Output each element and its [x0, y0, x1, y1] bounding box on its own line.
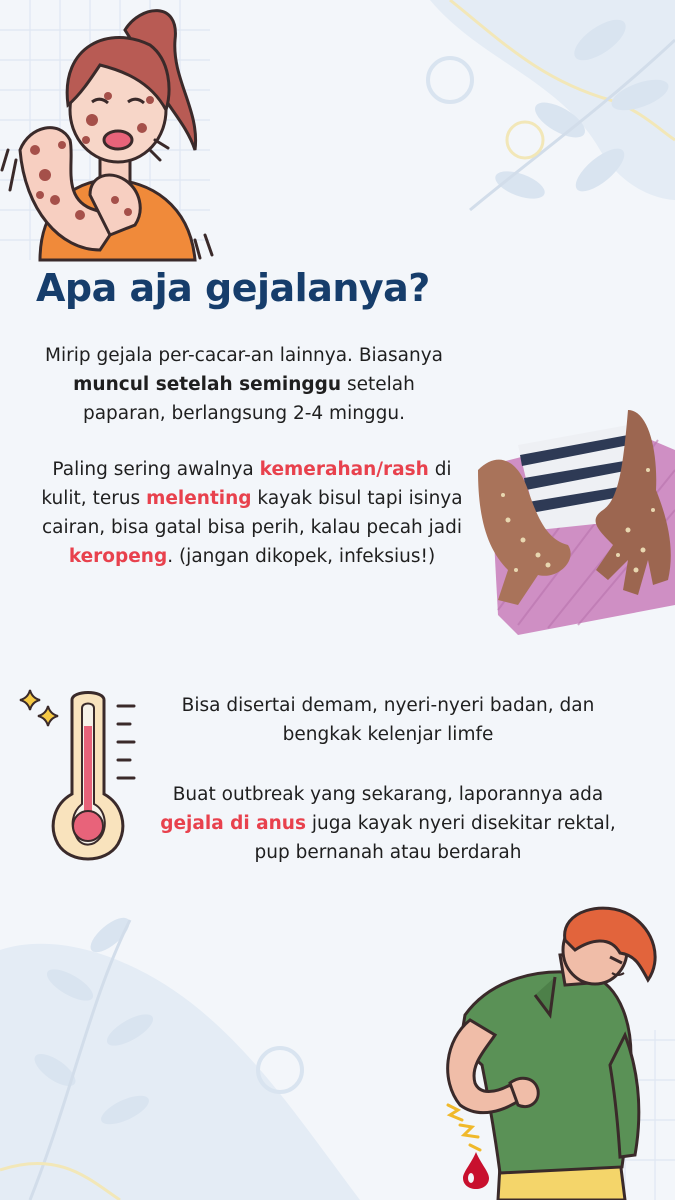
anus-highlight: gejala di anus: [160, 813, 306, 834]
thermometer-icon: [44, 686, 140, 866]
blister-highlight: melenting: [146, 488, 252, 509]
fever-text: Bisa disertai demam, nyeri-nyeri badan, dan bengkak kelenjar limfe: [181, 695, 595, 745]
rash-highlight: kemerahan/rash: [259, 459, 429, 480]
sick-girl-illustration: [0, 0, 230, 262]
scab-highlight: keropeng: [68, 546, 168, 567]
symptom-intro-text: Mirip gejala per-cacar-an lainnya. Biasanya muncul setelah seminggu setelah paparan, berlangsung 2-4 minggu.: [45, 345, 443, 424]
rash-hands-photo: [478, 410, 675, 635]
rash-description-text: Paling sering awalnya kemerahan/rash di kulit, terus melenting kayak bisul tapi isinya cairan, bisa gatal bisa perih, kalau pecah jadi keropeng. (jangan dikopek, infeksius!): [41, 459, 463, 567]
onset-highlight: muncul setelah seminggu: [73, 374, 342, 395]
page-title: Apa aja gejalanya?: [36, 266, 430, 310]
blood-drop-icon: [461, 1150, 491, 1190]
outbreak-text: Buat outbreak yang sekarang, laporannya ada gejala di anus juga kayak nyeri disekitar rektal, pup bernanah atau berdarah: [160, 784, 616, 863]
